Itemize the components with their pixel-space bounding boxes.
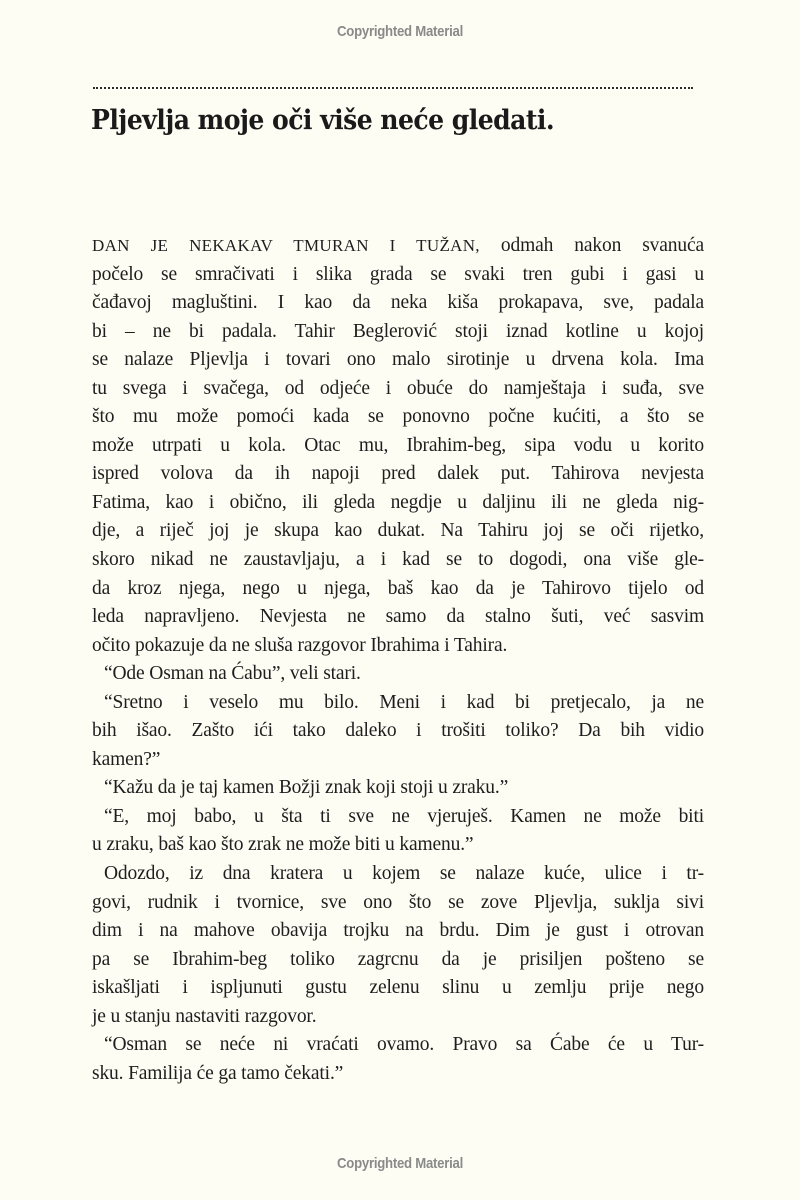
text-line: pa se Ibrahim-beg toliko zagrcnu da je prisiljen pošteno se [92, 948, 704, 970]
text-line: “Osman se neće ni vraćati ovamo. Pravo sa Ćabe će u Tur- [104, 1034, 704, 1056]
text-line: je u stanju nastaviti razgovor. [92, 1005, 317, 1027]
text-line: govi, rudnik i tvornice, sve ono što se zove Pljevlja, suklja sivi [92, 891, 704, 913]
text-line: čađavoj magluštini. I kao da neka kiša prokapava, sve, padala [92, 292, 704, 314]
copyright-watermark-top: Copyrighted Material [336, 23, 464, 40]
copyright-watermark-bottom: Copyrighted Material [336, 1155, 464, 1172]
text-line: počelo se smračivati i slika grada se svaki tren gubi i gasi u [92, 263, 704, 285]
text-line: “E, moj babo, u šta ti sve ne vjeruješ. Kamen ne može biti [104, 805, 704, 827]
dotted-divider [93, 87, 693, 89]
text-line: očito pokazuje da ne sluša razgovor Ibrahima i Tahira. [92, 634, 508, 656]
text-line: tu svega i svačega, od odjeće i obuće do namještaja i suđa, sve [92, 377, 704, 399]
text-line: kamen?” [92, 748, 161, 770]
text-line: sku. Familija će ga tamo čekati.” [92, 1062, 344, 1084]
text-line: leda napravljeno. Nevjesta ne samo da stalno šuti, već sasvim [92, 606, 704, 628]
text-line: iskašljati i ispljunuti gustu zelenu slinu u zemlju prije nego [92, 977, 704, 999]
opening-smallcaps: DAN JE NEKAKAV TMURAN I TUŽAN, [92, 236, 480, 255]
text-line [92, 232, 704, 261]
text-line: u zraku, baš kao što zrak ne može biti u kamenu.” [92, 834, 474, 856]
text-line-content: odmah nakon svanuća [479, 235, 704, 256]
text-line: Fatima, kao i obično, ili gleda negdje u daljinu ili ne gleda nig- [92, 491, 704, 513]
text-line: ispred volova da ih napoji pred dalek put. Tahirova nevjesta [92, 463, 704, 485]
text-line: “Ode Osman na Ćabu”, veli stari. [104, 663, 361, 685]
text-line: “Kažu da je taj kamen Božji znak koji stoji u zraku.” [104, 777, 509, 799]
text-line: dje, a riječ joj je skupa kao dukat. Na Tahiru joj se oči rijetko, [92, 520, 704, 542]
text-line: bi – ne bi padala. Tahir Beglerović stoji iznad kotline u kojoj [92, 320, 704, 342]
text-line: da kroz njega, nego u njega, baš kao da je Tahirovo tijelo od [92, 577, 704, 599]
text-line: Odozdo, iz dna kratera u kojem se nalaze kuće, ulice i tr- [104, 863, 704, 885]
text-line: može utrpati u kola. Otac mu, Ibrahim-beg, sipa vodu u korito [92, 434, 704, 456]
chapter-title: Pljevlja moje oči više neće gledati. [91, 105, 555, 136]
text-line: dim i na mahove obavija trojku na brdu. Dim je gust i otrovan [92, 920, 704, 942]
text-line: što mu može pomoći kada se ponovno počne kućiti, a što se [92, 406, 704, 428]
text-line: skoro nikad ne zaustavljaju, a i kad se to dogodi, ona više gle- [92, 549, 704, 571]
text-line: bih išao. Zašto ići tako daleko i trošiti toliko? Da bih vidio [92, 720, 704, 742]
chapter-body-text [92, 232, 704, 1088]
text-line: se nalaze Pljevlja i tovari ono malo sirotinje u drvena kola. Ima [92, 349, 704, 371]
text-line: “Sretno i veselo mu bilo. Meni i kad bi pretjecalo, ja ne [104, 691, 704, 713]
